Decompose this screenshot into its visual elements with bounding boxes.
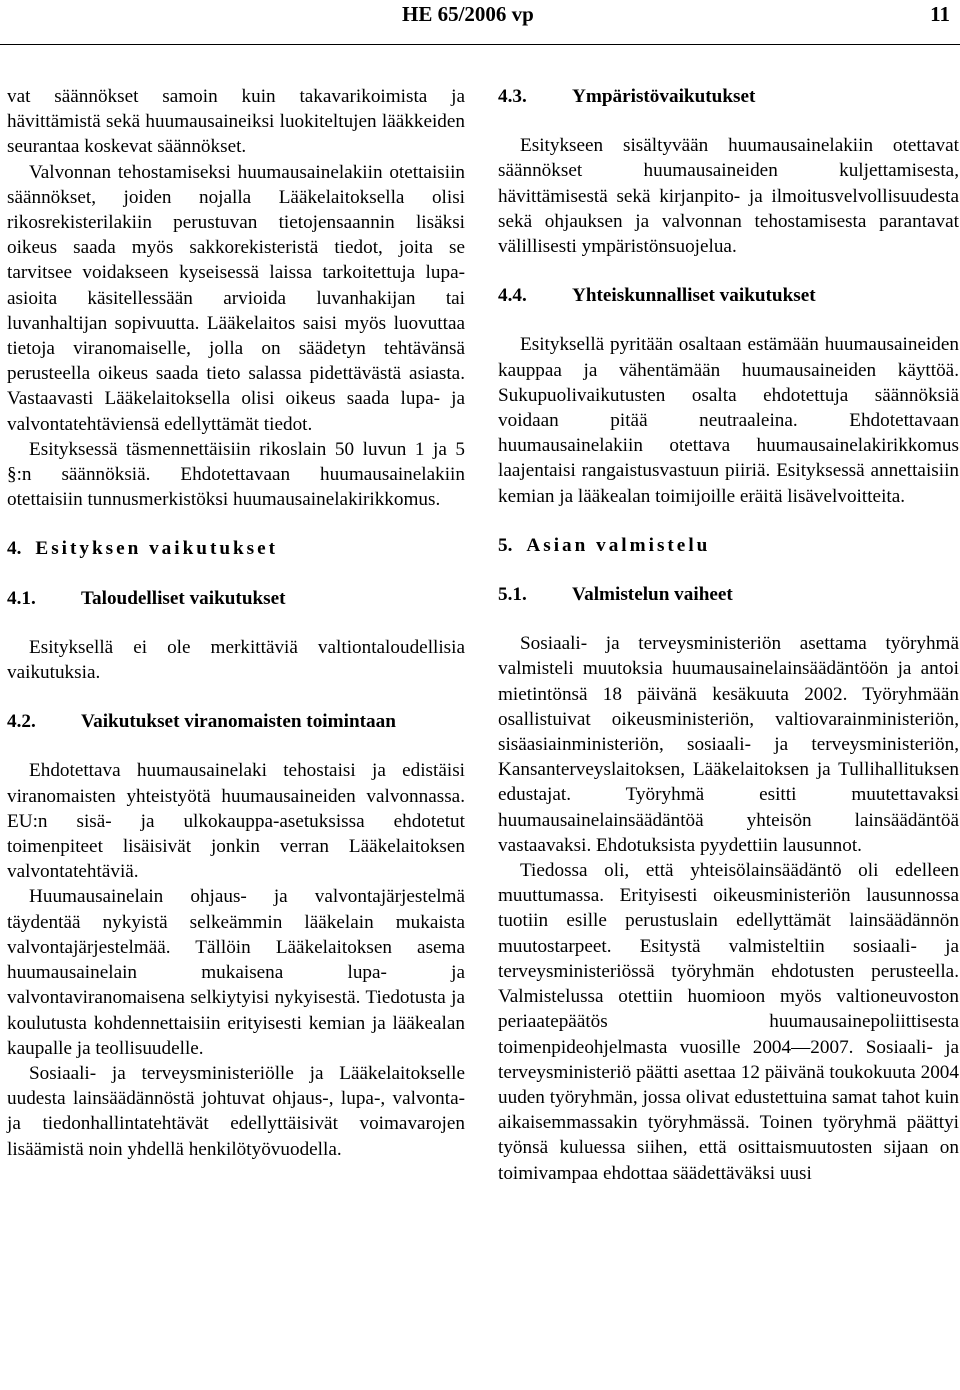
subsection-title: Vaikutukset viranomaisten toimintaan (81, 711, 396, 733)
subsection-title: Valmistelun vaiheet (572, 584, 733, 606)
page-number: 11 (930, 2, 950, 26)
paragraph: Valvonnan tehostamiseksi huumausainelakiin otettaisiin säännökset, joiden nojalla Lääkelaitoksella olisi rikosrekisterilakiin perustuvan tietojensaannin lisäksi oikeus saada myös sakkorekisteristä tiedot, joita se tarvitsee voidakseen kyseisessä laissa tarkoitettuja lupa-asioita käsitellessään arvioida luvanhakijan tai luvanhaltijan sopivuutta. Lääkelaitos saisi myös luovuttaa tietoja viranomaiselle, jolla on säädetyn tehtävänsä perusteella oikeus saada tieto salassa pidettävästä asiasta. Vastaavasti Lääkelaitoksella olisi oikeus saada lupa- ja valvontatehtäviensä edellyttämät tiedot. (7, 161, 465, 435)
section-number: 5. (498, 534, 513, 556)
subsection-number: 4.1. (7, 587, 36, 609)
subsection-number: 4.3. (498, 86, 527, 107)
paragraph: Sosiaali- ja terveysministeriölle ja Lääkelaitokselle uudesta lainsäädännöstä johtuvat ohjaus-, lupa-, valvonta- ja tiedonhallintatehtävät edellyttäisivät voimavarojen lisäämistä noin yhdellä henkilötyövuodella. (7, 1062, 465, 1160)
subsection-number: 4.4. (498, 285, 527, 307)
subsection-heading-5-1 (498, 582, 959, 607)
paragraph: Huumausainelain ohjaus- ja valvontajärjestelmä täydentää nykyistä selkeämmin lääkelain mukaista valvontajärjestelmää. Tällöin Lääkelaitoksen asema huumausainelain mukaisena lupa- ja valvontaviranomaisena selkiytyisi nykyisestä. Tiedotusta ja koulutusta kohdennettaisiin erityisesti kemian ja lääkealan kaupalle ja teollisuudelle. (7, 886, 465, 1059)
paragraph: Esityksessä täsmennettäisiin rikoslain 50 luvun 1 ja 5 §:n säännöksiä. Ehdotettavaan huumausainelakiin otettaisiin tunnusmerkistöksi huumausainelakirikkomus. (7, 438, 465, 511)
section-title: Esityksen vaikutukset (35, 538, 279, 560)
paragraph: Esitykseen sisältyvään huumausainelakiin otettavat säännökset huumausaineiden kuljettamisesta, hävittämisestä sekä kirjanpito- ja ilmoitusvelvollisuudesta sekä ohjauksen ja valvonnan tehostamisesta parantavat välillisesti ympäristönsuojelua. (498, 135, 959, 258)
subsection-title: Ympäristövaikutukset (572, 86, 756, 107)
subsection-heading-4-4 (498, 283, 959, 308)
subsection-heading-4-3 (498, 84, 959, 109)
paragraph: Tiedossa oli, että yhteisölainsäädäntö oli edelleen muuttumassa. Erityisesti oikeusministeriön lausunnossa tuotiin esille perustuslain edellyttämät lainsäädännön muutostarpeet. Esitystä valmisteltiin sosiaali- ja terveysministeriössä työryhmän ehdotusten perusteella. Valmistelussa otettiin huomioon myös valtioneuvoston periaatepäätös huumausainepoliittisesta toimenpideohjelmasta vuosille 2004—2007. Sosiaali- ja terveysministeriö päätti asettaa 12 päivänä toukokuuta 2004 uuden työryhmän, jossa olivat edustettuina samat tahot kuin aikaisemmassakin työryhmässä. Toinen työryhmä päättyi työnsä kuluessa siihen, että osittaismuutosten sijaan on toimivampaa ehdottaa säädettäväksi uusi (498, 860, 959, 1184)
paragraph: Ehdotettava huumausainelaki tehostaisi ja edistäisi viranomaisten yhteistyötä huumausaineiden valvonnassa. EU:n sisä- ja ulkokauppa-asetuksissa ehdotetut toimenpiteet lisäisivät jonkin verran Lääkelaitoksen valvontatehtäviä. (7, 760, 465, 883)
subsection-title: Yhteiskunnalliset vaikutukset (572, 285, 816, 307)
subsection-title: Taloudelliset vaikutukset (81, 587, 286, 609)
subsection-number: 4.2. (7, 711, 36, 733)
section-heading-4 (7, 536, 465, 561)
section-title: Asian valmistelu (526, 534, 711, 556)
page-header (0, 0, 960, 32)
subsection-heading-4-2 (7, 709, 465, 734)
subsection-heading-4-1 (7, 586, 465, 611)
paragraph: Esityksellä ei ole merkittäviä valtiontaloudellisia vaikutuksia. (7, 636, 465, 684)
paragraph: Sosiaali- ja terveysministeriön asettama työryhmä valmisteli muutoksia huumausainelainsäädäntöön ja antoi mietintönsä 18 päivänä kesäkuuta 2002. Työryhmään osallistuivat oikeusministeriön, valtiovarainministeriön, sisäasiainministeriön, sosiaali- ja terveysministeriön, Kansanterveyslaitoksen, Lääkelaitoksen ja Tullihallituksen edustajat. Työryhmä esitti muutettavaksi huumausainelainsäädäntöä yhteisön lainsäädäntöä vastaavaksi. Ehdotuksista pyydettiin lausunnot. (498, 633, 959, 856)
document-id: HE 65/2006 vp (402, 2, 534, 26)
left-column (7, 84, 465, 1162)
paragraph: Esityksellä pyritään osaltaan estämään huumausaineiden kauppaa ja vähentämään huumausaineiden käyttöä. Sukupuolivaikutusten osalta ehdotettuja säännöksiä voidaan pitää neutraaleina. Ehdotettavaan huumausainelakiin otettava huumausainelakirikkomus laajentaisi rangaistusvastuun piiriä. Esityksessä annettaisiin kemian ja lääkealan toimijoille eräitä lisävelvoitteita. (498, 334, 959, 507)
right-column (498, 84, 959, 1186)
section-heading-5 (498, 533, 959, 558)
subsection-number: 5.1. (498, 584, 527, 606)
section-number: 4. (7, 538, 22, 560)
header-divider (0, 44, 960, 45)
paragraph: vat säännökset samoin kuin takavarikoimista ja hävittämistä sekä huumausaineiksi luokiteltujen lääkkeiden seurantaa koskevat säännökset. (7, 86, 465, 158)
